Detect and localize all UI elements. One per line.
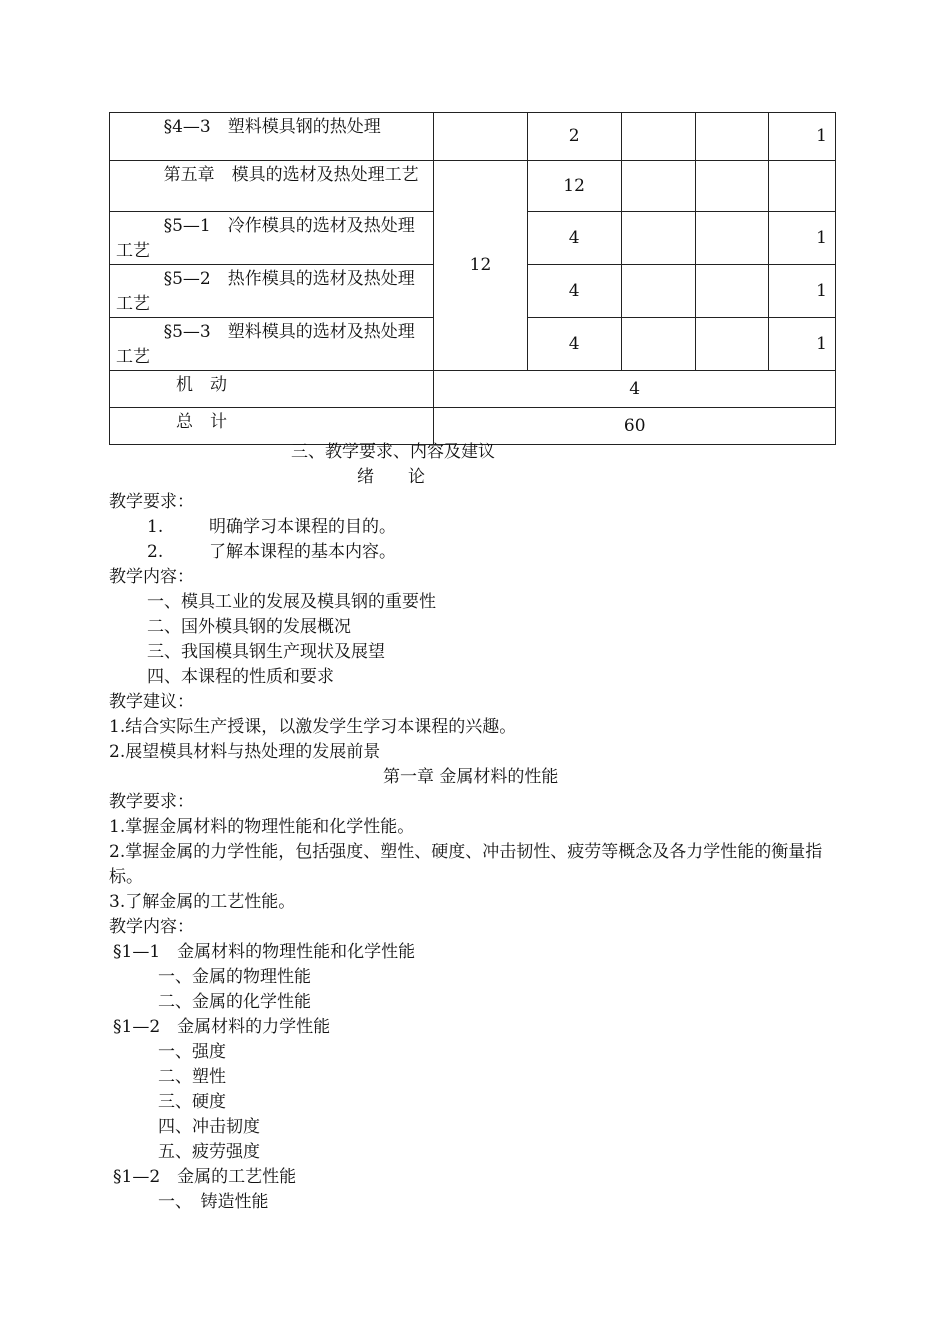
list-item: 2.展望模具材料与热处理的发展前景: [109, 742, 381, 762]
cell: 1: [768, 212, 835, 265]
hours-cell: 4: [527, 318, 621, 371]
topic-cell: §5—2 热作模具的选材及热处理工艺: [110, 265, 434, 318]
list-item: [109, 840, 844, 890]
subsection-heading: §1—2 金属的工艺性能: [113, 1167, 297, 1187]
list-item: 四、本课程的性质和要求: [147, 667, 334, 687]
section-heading: 三、教学要求、内容及建议: [291, 442, 495, 462]
list-item: 四、冲击韧度: [158, 1117, 260, 1137]
hours-cell: 4: [527, 212, 621, 265]
subsection-heading: §1—1 金属材料的物理性能和化学性能: [113, 942, 416, 962]
table-row: [110, 161, 836, 212]
list-item: 二、塑性: [158, 1067, 226, 1087]
list-item: 二、金属的化学性能: [158, 992, 311, 1012]
topic-cell: §5—1 冷作模具的选材及热处理工艺: [110, 212, 434, 265]
merged-hours-cell: 12: [434, 161, 527, 371]
cell: [695, 318, 768, 371]
intro-content-label: 教学内容：: [109, 567, 194, 587]
list-item: 一、强度: [158, 1042, 226, 1062]
list-item: 1. 明确学习本课程的目的。: [147, 517, 396, 537]
merged-hours-cell: [434, 113, 527, 161]
list-item: 五、疲劳强度: [158, 1142, 260, 1162]
total-label: 总 计: [110, 408, 434, 445]
ch1-req-label: 教学要求：: [109, 792, 194, 812]
flex-value: 4: [434, 371, 836, 408]
topic-cell: §5—3 塑料模具的选材及热处理工艺: [110, 318, 434, 371]
cell: [621, 318, 695, 371]
subsection-heading: §1—2 金属材料的力学性能: [113, 1017, 331, 1037]
cell: [621, 265, 695, 318]
cell: [695, 212, 768, 265]
table-row: [110, 113, 836, 161]
cell: [695, 113, 768, 161]
schedule-table: [109, 112, 836, 445]
cell: 1: [768, 265, 835, 318]
cell: [621, 161, 695, 212]
intro-advice-label: 教学建议：: [109, 692, 194, 712]
hours-cell: 4: [527, 265, 621, 318]
topic-cell: §4—3 塑料模具钢的热处理: [110, 113, 434, 161]
list-item: 3.了解金属的工艺性能。: [109, 892, 296, 912]
chapter-title: 第一章 金属材料的性能: [383, 767, 559, 787]
cell: [695, 161, 768, 212]
hours-cell: 12: [527, 161, 621, 212]
ch1-content-label: 教学内容：: [109, 917, 194, 937]
intro-title: 绪 论: [357, 467, 425, 487]
table-row: [110, 408, 836, 445]
list-item-text: 2.掌握金属的力学性能，包括强度、塑性、硬度、冲击韧性、疲劳等概念及各力学性能的衡量指标。: [109, 842, 823, 887]
list-item: 2. 了解本课程的基本内容。: [147, 542, 396, 562]
cell: 1: [768, 318, 835, 371]
cell: [768, 161, 835, 212]
list-item: 1.掌握金属材料的物理性能和化学性能。: [109, 817, 415, 837]
cell: 1: [768, 113, 835, 161]
list-item: 二、国外模具钢的发展概况: [147, 617, 351, 637]
list-item: 一、 铸造性能: [158, 1192, 269, 1212]
list-item: 三、我国模具钢生产现状及展望: [147, 642, 385, 662]
list-item: 一、金属的物理性能: [158, 967, 311, 987]
intro-req-label: 教学要求：: [109, 492, 194, 512]
list-item: 三、硬度: [158, 1092, 226, 1112]
list-item: 一、模具工业的发展及模具钢的重要性: [147, 592, 436, 612]
table-row: [110, 371, 836, 408]
cell: [695, 265, 768, 318]
total-value: 60: [434, 408, 836, 445]
list-item: 1.结合实际生产授课，以激发学生学习本课程的兴趣。: [109, 717, 517, 737]
hours-cell: 2: [527, 113, 621, 161]
cell: [621, 113, 695, 161]
cell: [621, 212, 695, 265]
flex-label: 机 动: [110, 371, 434, 408]
topic-cell: 第五章 模具的选材及热处理工艺: [110, 161, 434, 212]
